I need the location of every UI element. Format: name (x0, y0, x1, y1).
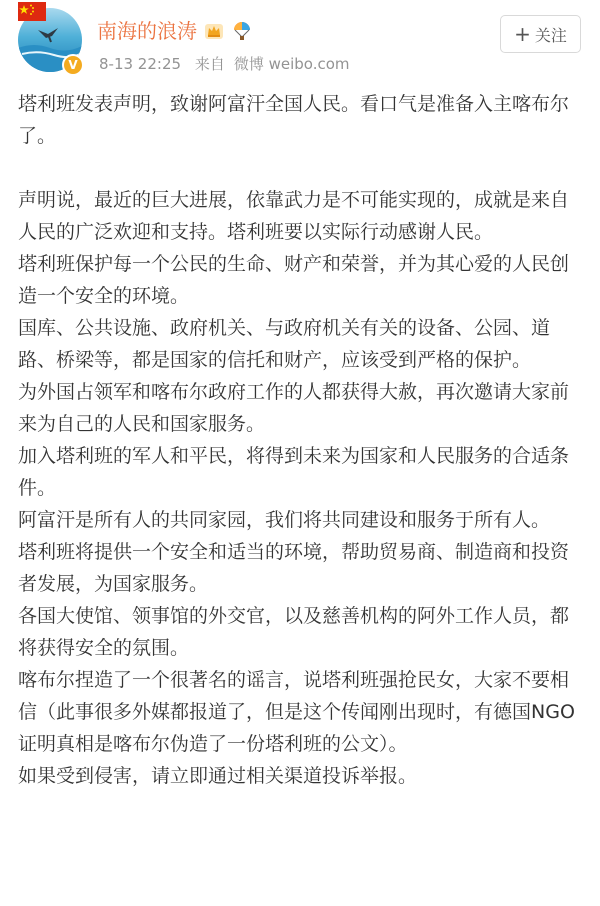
post-paragraph: 喀布尔捏造了一个很著名的谣言，说塔利班强抢民女，大家不要相信（此事很多外媒都报道了，但是这个传闻刚出现时，有德国NGO证明真相是喀布尔伪造了一份塔利班的公文）。 (18, 669, 575, 755)
post-paragraph: 国库、公共设施、政府机关、与政府机关有关的设备、公园、道路、桥梁等，都是国家的信托和财产，应该受到严格的保护。 (18, 317, 551, 371)
post-header (0, 0, 600, 86)
post-paragraph: 塔利班将提供一个安全和适当的环境，帮助贸易商、制造商和投资者发展，为国家服务。 (18, 541, 570, 595)
post-meta (99, 54, 350, 74)
post-paragraph: 声明说，最近的巨大进展，依靠武力是不可能实现的，成就是来自人民的广泛欢迎和支持。塔利班要以实际行动感谢人民。 (18, 189, 570, 243)
post-paragraph: 塔利班保护每一个公民的生命、财产和荣誉，并为其心爱的人民创造一个安全的环境。 (18, 253, 570, 307)
crown-badge-icon[interactable] (203, 20, 225, 42)
source-prefix: 来自 (194, 55, 225, 73)
username-row (97, 16, 253, 46)
post-paragraph: 加入塔利班的军人和平民，将得到未来为国家和人民服务的合适条件。 (18, 445, 570, 499)
china-flag-icon (18, 2, 46, 24)
post-paragraph: 如果受到侵害，请立即通过相关渠道投诉举报。 (18, 765, 418, 787)
post-source: 微博 weibo.com (233, 55, 350, 73)
username[interactable]: 南海的浪涛 (97, 19, 197, 43)
post-paragraph: 塔利班发表声明，致谢阿富汗全国人民。看口气是准备入主喀布尔了。 (18, 93, 570, 147)
follow-label: 关注 (534, 25, 567, 45)
post-paragraph: 各国大使馆、领事馆的外交官，以及慈善机构的阿外工作人员，都将获得安全的氛围。 (18, 605, 570, 659)
follow-button[interactable] (500, 15, 581, 53)
plus-icon: + (514, 22, 531, 46)
balloon-badge-icon[interactable] (231, 20, 253, 42)
post-body (18, 88, 586, 792)
post-paragraph: 为外国占领军和喀布尔政府工作的人都获得大赦，再次邀请大家前来为自己的人民和国家服务。 (18, 381, 570, 435)
verified-v-icon: V (62, 54, 84, 76)
post-paragraph: 阿富汗是所有人的共同家园，我们将共同建设和服务于所有人。 (18, 509, 551, 531)
post-timestamp[interactable]: 8-13 22:25 (99, 55, 182, 73)
blank-line (18, 152, 586, 184)
